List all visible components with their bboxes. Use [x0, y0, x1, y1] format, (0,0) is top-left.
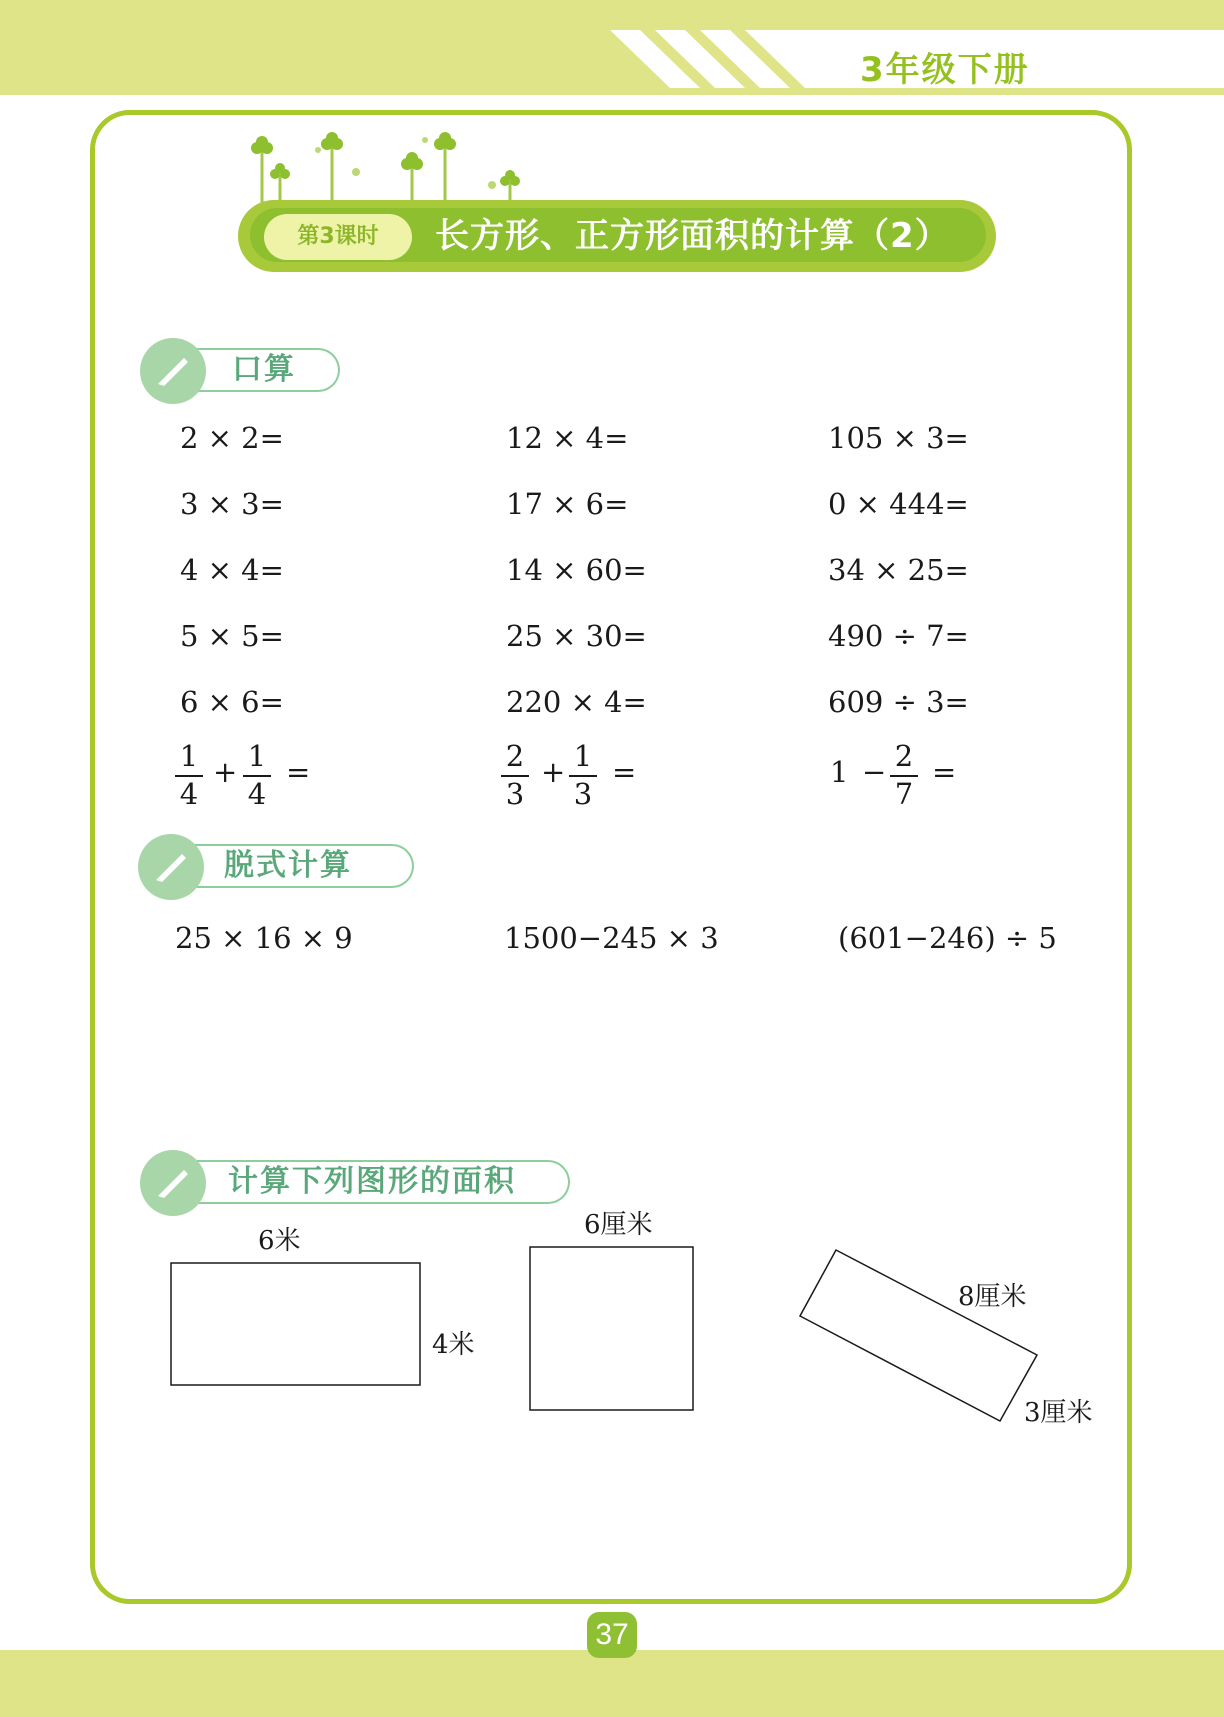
page-number: 37 — [587, 1612, 637, 1658]
oral-item: 6 × 6= — [180, 685, 284, 719]
oral-item: 34 × 25= — [828, 553, 969, 587]
oral-item: 5 × 5= — [180, 619, 284, 653]
rectangle-figure — [171, 1263, 420, 1385]
operator: − — [862, 755, 887, 789]
section-label: 计算下列图形的面积 — [228, 1164, 516, 1199]
step-calc-item: (601−246) ÷ 5 — [838, 921, 1057, 955]
oral-item: 25 × 30= — [506, 619, 647, 653]
oral-item: 609 ÷ 3= — [828, 685, 969, 719]
equals-sign: = — [286, 755, 311, 789]
oral-item: 12 × 4= — [506, 421, 629, 455]
whole-number: 1 — [830, 755, 849, 789]
equals-sign: = — [612, 755, 637, 789]
section-label: 脱式计算 — [224, 848, 352, 883]
footer-band — [0, 1650, 1224, 1717]
lesson-title: 长方形、正方形面积的计算（2） — [435, 216, 950, 256]
oral-item: 3 × 3= — [180, 487, 284, 521]
oral-item: 17 × 6= — [506, 487, 629, 521]
oral-item: 4 × 4= — [180, 553, 284, 587]
tilted-short-label: 3厘米 — [1024, 1398, 1093, 1428]
grade-label: 3年级下册 — [860, 50, 1030, 90]
oral-item: 105 × 3= — [828, 421, 969, 455]
equals-sign: = — [932, 755, 957, 789]
lesson-number: 第3课时 — [264, 214, 412, 260]
section-label: 口算 — [232, 352, 296, 387]
square-side-label: 6厘米 — [584, 1210, 653, 1240]
operator: + — [541, 755, 566, 789]
square-figure — [530, 1247, 693, 1410]
oral-item: 220 × 4= — [506, 685, 647, 719]
oral-item: 490 ÷ 7= — [828, 619, 969, 653]
rect-height-label: 4米 — [432, 1330, 475, 1360]
rect-width-label: 6米 — [258, 1226, 301, 1256]
oral-item: 2 × 2= — [180, 421, 284, 455]
step-calc-item: 25 × 16 × 9 — [175, 921, 353, 955]
tilted-rectangle-figure — [800, 1250, 1037, 1421]
step-calc-item: 1500−245 × 3 — [504, 921, 719, 955]
operator: + — [213, 755, 238, 789]
tilted-long-label: 8厘米 — [958, 1282, 1027, 1312]
oral-item: 0 × 444= — [828, 487, 969, 521]
oral-item: 14 × 60= — [506, 553, 647, 587]
